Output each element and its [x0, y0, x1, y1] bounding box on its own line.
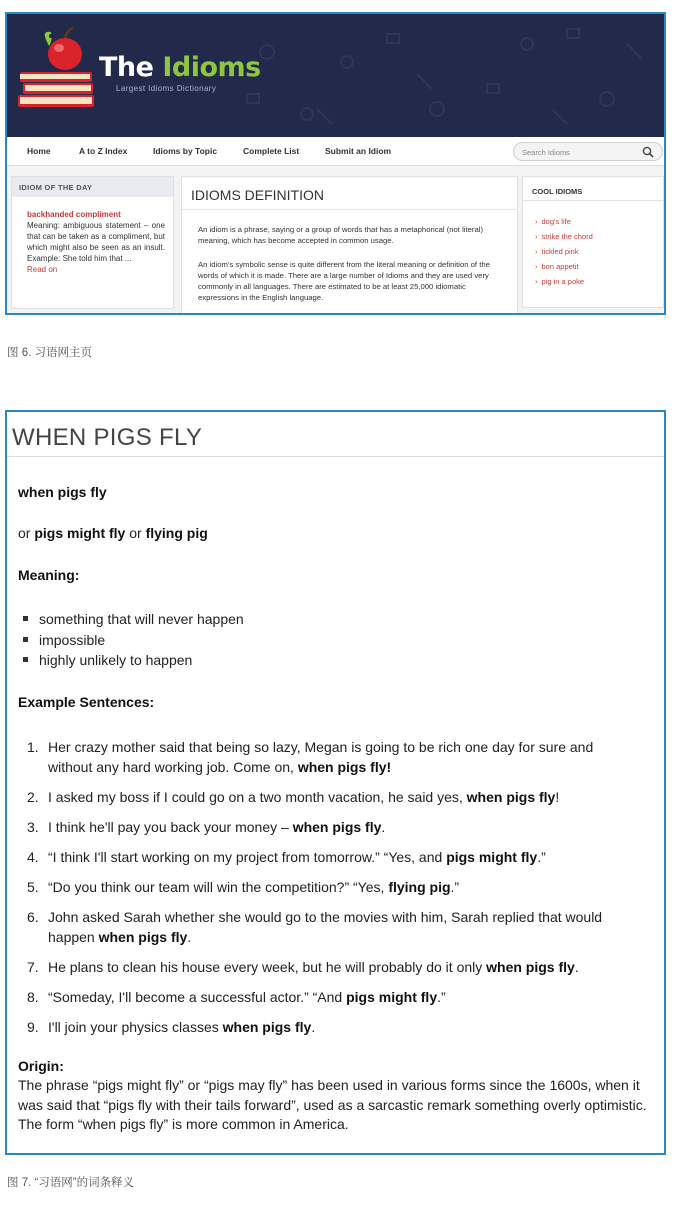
headword-text: when pigs fly — [18, 484, 107, 500]
entry-variants — [18, 525, 208, 541]
cool-idiom-label: strike the chord — [541, 232, 593, 241]
square-bullet-icon — [23, 616, 28, 621]
example-number: 2. — [27, 789, 39, 805]
example-text: “Do you think our team will win the competition?” “Yes, — [48, 879, 389, 895]
figure-6-caption: 图 6. 习语网主页 — [7, 347, 92, 359]
meaning-list — [23, 609, 244, 671]
example-text: He plans to clean his house every week, but he will probably do it only — [48, 959, 487, 975]
chevron-right-icon: › — [535, 262, 538, 271]
example-text-end: .” — [537, 849, 546, 865]
example-sentence — [21, 907, 631, 947]
example-number: 9. — [27, 1019, 39, 1035]
examples-heading — [18, 694, 154, 710]
example-number: 8. — [27, 989, 39, 1005]
example-idiom: pigs might fly — [446, 849, 538, 865]
variant-1: pigs might fly — [34, 525, 126, 541]
example-sentence — [21, 987, 631, 1007]
example-number: 1. — [27, 739, 39, 755]
cool-idiom-link[interactable] — [535, 229, 663, 244]
example-text-end: ! — [555, 789, 560, 805]
origin-label: Origin: — [18, 1058, 64, 1074]
example-sentence — [21, 847, 631, 867]
cool-idiom-label: tickled pink — [541, 247, 579, 256]
example-idiom: when pigs fly — [98, 929, 188, 945]
chevron-right-icon: › — [535, 247, 538, 256]
idiom-of-the-day-panel — [11, 176, 174, 309]
search-input[interactable] — [513, 142, 663, 161]
cool-idioms-title: COOL IDIOMS — [523, 177, 663, 201]
example-number: 4. — [27, 849, 39, 865]
example-text: I'll join your physics classes — [48, 1019, 223, 1035]
logo-word-the: The — [99, 52, 154, 83]
example-number: 6. — [27, 909, 39, 925]
example-text-end: . — [187, 929, 192, 945]
example-idiom: when pigs fly — [486, 959, 575, 975]
nav-home[interactable]: Home — [27, 146, 51, 156]
cool-idiom-link[interactable] — [535, 274, 663, 289]
example-text-end: . — [574, 959, 579, 975]
idiom-entry-screenshot — [5, 410, 666, 1155]
example-text: John asked Sarah whether she would go to the movies with him, Sarah replied that would happen — [48, 909, 603, 945]
cool-idiom-label: dog's life — [541, 217, 571, 226]
example-number: 5. — [27, 879, 39, 895]
list-item — [23, 630, 244, 651]
example-text-end: . — [311, 1019, 316, 1035]
definition-paragraph-2: An idiom's symbolic sense is quite different from the literal meaning or definition of the words of which it is made. There are a large number of Idioms and they are used very commonly in all languages. There are estimated to be at least 25,000 idiomatic expressions in the English language. — [198, 260, 490, 302]
example-text: “Someday, I'll become a successful actor.” “And — [48, 989, 347, 1005]
logo-books-apple-icon — [17, 26, 97, 110]
variant-or-1: or — [18, 525, 31, 541]
definition-paragraph-1: An idiom is a phrase, saying or a group of words that has a metaphorical (not literal) meaning, which has become accepted in common usage. — [198, 225, 484, 245]
logo-word-idioms: Idioms — [162, 52, 261, 83]
cool-idiom-link[interactable] — [535, 259, 663, 274]
variant-2: flying pig — [145, 525, 208, 541]
site-logo-text[interactable] — [99, 52, 261, 83]
nav-complete-list[interactable]: Complete List — [243, 146, 300, 156]
example-text: “I think I'll start working on my project from tomorrow.” “Yes, and — [48, 849, 447, 865]
variant-or-2: or — [129, 525, 142, 541]
example-idiom: when pigs fly — [292, 819, 382, 835]
example-idiom: when pigs fly! — [297, 759, 392, 775]
idioms-definition-panel — [181, 176, 518, 315]
example-sentence — [21, 957, 631, 977]
example-number: 7. — [27, 959, 39, 975]
cool-idioms-list — [523, 201, 663, 289]
example-idiom: when pigs fly — [222, 1019, 312, 1035]
entry-headword — [18, 484, 107, 500]
idioms-definition-title: IDIOMS DEFINITION — [182, 177, 517, 210]
nav-submit-idiom[interactable]: Submit an Idiom — [325, 146, 392, 156]
idiom-of-the-day-heading: IDIOM OF THE DAY — [12, 177, 173, 197]
example-text-end: .” — [437, 989, 446, 1005]
example-idiom: pigs might fly — [346, 989, 438, 1005]
nav-a-to-z-index[interactable]: A to Z Index — [79, 146, 128, 156]
meaning-text: impossible — [39, 631, 106, 648]
examples-label: Example Sentences: — [18, 694, 155, 710]
example-text: Her crazy mother said that being so lazy, Megan is going to be rich one day for sure and without any hard working job. Come on, — [48, 739, 594, 775]
example-sentence — [21, 877, 631, 897]
meaning-text: something that will never happen — [39, 611, 244, 627]
example-sentence — [21, 1017, 631, 1037]
idiom-of-the-day-body — [12, 197, 173, 275]
example-text: I asked my boss if I could go on a two month vacation, he said yes, — [48, 789, 467, 805]
homepage-screenshot — [5, 12, 666, 315]
chevron-right-icon: › — [535, 232, 538, 241]
idiom-of-the-day-text: Meaning: ambiguous statement – one that can be taken as a compliment, but which might also be seen as an insult. Example: She told him that ... — [27, 221, 165, 263]
example-sentence — [21, 737, 631, 777]
example-idiom: when pigs fly — [466, 789, 556, 805]
square-bullet-icon — [23, 657, 28, 662]
cool-idiom-link[interactable] — [535, 214, 663, 229]
meaning-label: Meaning: — [18, 567, 80, 583]
figure-7-caption: 图 7. “习语网”的词条释义 — [7, 1177, 135, 1189]
cool-idiom-label: pig in a poke — [541, 277, 585, 286]
search-icon[interactable] — [642, 146, 654, 158]
site-tagline: Largest Idioms Dictionary — [116, 84, 217, 93]
example-text: I think he'll pay you back your money – — [48, 819, 293, 835]
site-banner — [7, 14, 664, 137]
entry-title: WHEN PIGS FLY — [12, 424, 203, 451]
search-placeholder: Search Idioms — [522, 148, 570, 157]
idiom-of-the-day-term[interactable]: backhanded compliment — [27, 210, 121, 219]
example-text-end: .” — [450, 879, 460, 895]
example-idiom: flying pig — [388, 879, 451, 895]
cool-idioms-panel — [522, 176, 664, 308]
list-item — [23, 650, 244, 671]
cool-idiom-label: bon appetit — [541, 262, 579, 271]
example-number: 3. — [27, 819, 39, 835]
chevron-right-icon: › — [535, 277, 538, 286]
example-text-end: . — [381, 819, 386, 835]
example-sentence — [21, 817, 631, 837]
origin-text: The phrase “pigs might fly” or “pigs may fly” has been used in various forms since the 1600s, when it was said that “pigs fly with their tails forward”, used as a sarcastic remark something overly optimistic. The form “when pigs fly” is more common in America. — [18, 1077, 647, 1132]
title-divider — [7, 456, 664, 457]
example-sentence — [21, 787, 631, 807]
square-bullet-icon — [23, 637, 28, 642]
main-navbar — [7, 137, 664, 166]
cool-idiom-link[interactable] — [535, 244, 663, 259]
read-on-link[interactable]: Read on — [27, 265, 58, 274]
chevron-right-icon: › — [535, 217, 538, 226]
meaning-heading — [18, 567, 79, 583]
list-item — [23, 609, 244, 630]
nav-idioms-by-topic[interactable]: Idioms by Topic — [153, 146, 218, 156]
origin-heading — [18, 1058, 64, 1074]
meaning-text: highly unlikely to happen — [39, 652, 193, 668]
